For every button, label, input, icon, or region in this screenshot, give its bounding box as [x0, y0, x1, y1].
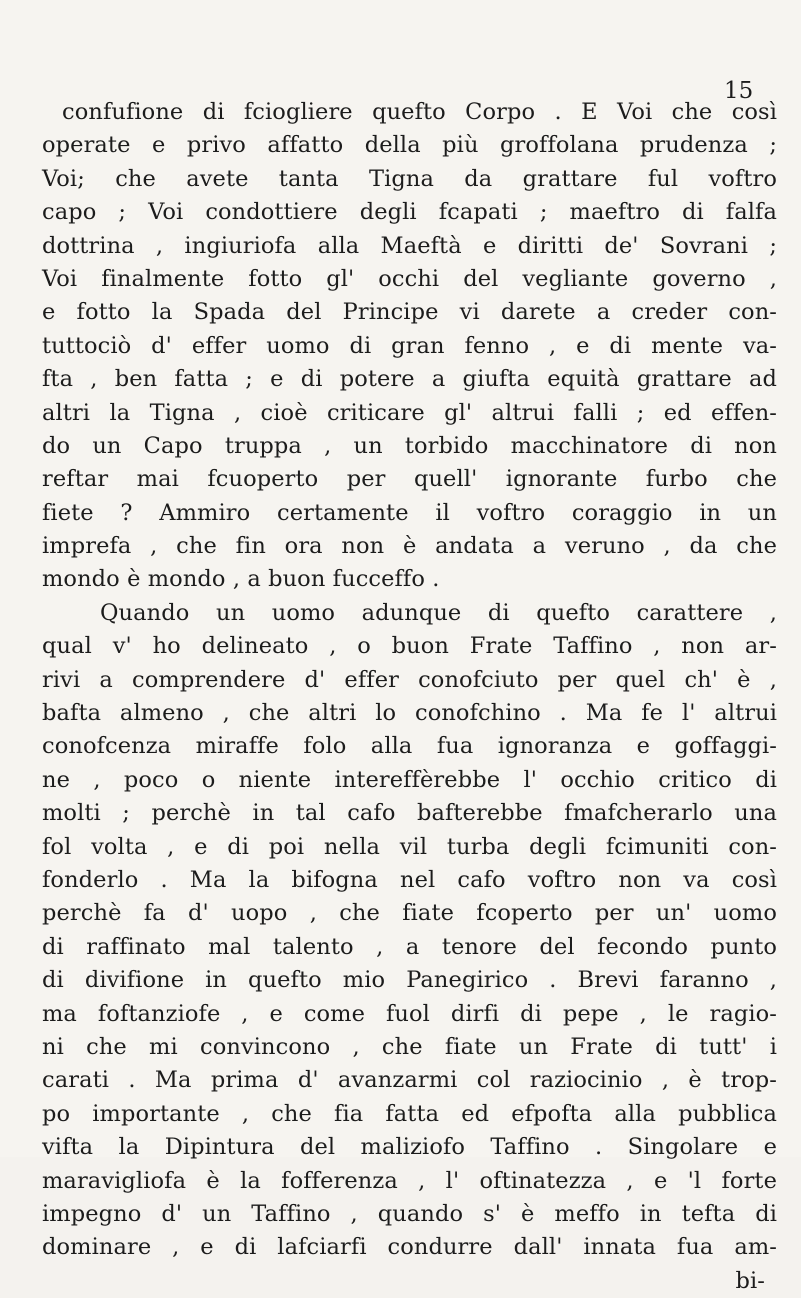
text-line: fol volta , e di poi nella vil turba degli fcimuniti con- [42, 833, 777, 860]
text-line: vifta la Dipintura del maliziofo Taffino . Singolare e [42, 1134, 777, 1161]
text-line: di divifione in quefto mio Panegirico . Brevi faranno , [42, 967, 777, 994]
text-line: dottrina , ingiuriofa alla Maeftà e diritti de' Sovrani ; [42, 232, 777, 259]
text-line: carati . Ma prima d' avanzarmi col raziocinio , è trop- [42, 1067, 777, 1094]
text-line: fta , ben fatta ; e di potere a giufta equità grattare ad [42, 366, 777, 393]
text-line: bafta almeno , che altri lo conofchino . Ma fe l' altrui [42, 700, 777, 727]
text-line: dominare , e di lafciarfi condurre dall' innata fua am- [42, 1234, 777, 1261]
text-line: conofcenza miraffe folo alla fua ignoranza e goffaggi- [42, 733, 777, 760]
text-line: imprefa , che fin ora non è andata a veruno , da che [42, 533, 777, 560]
text-line: Voi; che avete tanta Tigna da grattare ful voftro [42, 165, 777, 192]
text-line: fiete ? Ammiro certamente il voftro coraggio in un [42, 499, 777, 526]
text-line: di raffinato mal talento , a tenore del fecondo punto [42, 933, 777, 960]
text-line: do un Capo truppa , un torbido macchinatore di non [42, 432, 777, 459]
text-line: ni che mi convincono , che fiate un Frate di tutt' i [42, 1033, 777, 1060]
catchword: bi- [735, 1267, 765, 1294]
text-line: maravigliofa è la fofferenza , l' oftinatezza , e 'l forte [42, 1167, 777, 1194]
text-line: rivi a comprendere d' effer conofciuto per quel ch' è , [42, 666, 777, 693]
text-line: molti ; perchè in tal cafo bafterebbe fmafcherarlo una [42, 800, 777, 827]
body-text [42, 96, 777, 1298]
text-line: reftar mai fcuoperto per quell' ignorante furbo che [42, 466, 777, 493]
text-line: ne , poco o niente intereffèrebbe l' occhio critico di [42, 766, 777, 793]
text-line: capo ; Voi condottiere degli fcapati ; maeftro di falfa [42, 199, 777, 226]
text-line: e fotto la Spada del Principe vi darete a creder con- [42, 299, 777, 326]
text-line: mondo è mondo , a buon fucceffo . [42, 566, 440, 593]
text-line: operate e privo affatto della più groffolana prudenza ; [42, 132, 777, 159]
text-line: confufione di fciogliere quefto Corpo . E Voi che così [62, 99, 777, 125]
paragraph-start-line: Quando un uomo adunque di quefto carattere , [100, 599, 777, 626]
text-line: altri la Tigna , cioè criticare gl' altrui falli ; ed effen- [42, 399, 777, 426]
text-line: Voi finalmente fotto gl' occhi del vegliante governo , [42, 265, 777, 292]
text-line: fonderlo . Ma la bifogna nel cafo voftro non va così [42, 866, 777, 893]
text-line: po importante , che fia fatta ed efpofta alla pubblica [42, 1100, 777, 1127]
text-line: impegno d' un Taffino , quando s' è meffo in tefta di [42, 1200, 777, 1227]
page-number: 15 [724, 78, 754, 104]
text-line: ma foftanziofe , e come fuol dirfi di pepe , le ragio- [42, 1000, 777, 1027]
text-line: tuttociò d' effer uomo di gran fenno , e di mente va- [42, 332, 777, 359]
text-line: perchè fa d' uopo , che fiate fcoperto per un' uomo [42, 900, 777, 927]
text-line: qual v' ho delineato , o buon Frate Taffino , non ar- [42, 633, 777, 660]
